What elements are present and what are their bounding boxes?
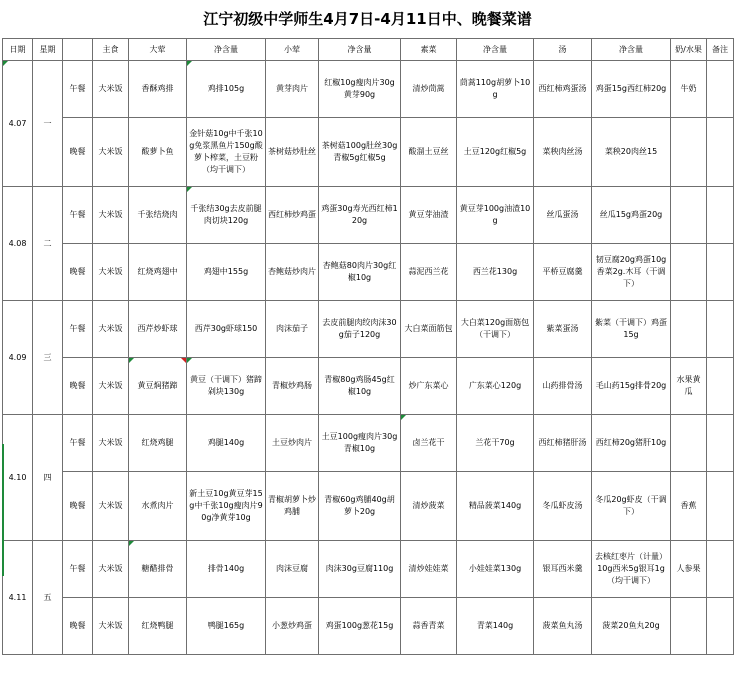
header-date: 日期 [3, 39, 33, 61]
veg-qty-cell: 精品菠菜140g [457, 472, 534, 541]
staple-cell: 大米饭 [93, 244, 129, 301]
note-cell [707, 472, 734, 541]
main-qty-cell: 鸡腿140g [187, 415, 266, 472]
milk-fruit-cell [671, 187, 707, 244]
veg-dish-cell: 清炒娃娃菜 [401, 541, 457, 598]
meal-cell: 午餐 [63, 541, 93, 598]
side-dish-cell: 杏鲍菇炒肉片 [266, 244, 319, 301]
veg-qty-cell: 茼蒿110g胡萝卜10g [457, 61, 534, 118]
milk-fruit-cell: 香蕉 [671, 472, 707, 541]
table-row [3, 118, 734, 187]
note-cell [707, 118, 734, 187]
table-row [3, 358, 734, 415]
milk-fruit-cell [671, 244, 707, 301]
soup-qty-cell: 西红柿20g猪肝10g [592, 415, 671, 472]
weekday-cell: 四 [33, 415, 63, 541]
main-dish-cell: 红烧鸡腿 [129, 415, 187, 472]
main-dish-cell: 千张结烧肉 [129, 187, 187, 244]
main-dish-cell: 黄豆焖猪蹄 [129, 358, 187, 415]
note-cell [707, 415, 734, 472]
side-dish-cell: 小葱炒鸡蛋 [266, 598, 319, 655]
soup-qty-cell: 去核红枣片（计量）10g西米5g银耳1g（均干调下） [592, 541, 671, 598]
header-veg-dish: 素菜 [401, 39, 457, 61]
header-side-qty: 净含量 [319, 39, 401, 61]
main-qty-cell: 金针菇10g中千张10g免浆黑鱼片150g酸萝卜榨菜，土豆粉（均干调下） [187, 118, 266, 187]
soup-cell: 紫菜蛋汤 [534, 301, 592, 358]
soup-qty-cell: 鸡蛋15g西红柿20g [592, 61, 671, 118]
side-dish-cell: 黄芽肉片 [266, 61, 319, 118]
page-title: 江宁初级中学师生4月7日-4月11日中、晚餐菜谱 [203, 10, 532, 28]
soup-cell: 菜秧肉丝汤 [534, 118, 592, 187]
milk-fruit-cell [671, 415, 707, 472]
meal-cell: 午餐 [63, 187, 93, 244]
soup-cell: 山药排骨汤 [534, 358, 592, 415]
main-dish-cell: 红烧鸭腿 [129, 598, 187, 655]
veg-qty-cell: 小娃娃菜130g [457, 541, 534, 598]
main-qty-cell: 排骨140g [187, 541, 266, 598]
side-qty-cell: 土豆100g瘦肉片30g青椒10g [319, 415, 401, 472]
main-qty-cell: 鸡排105g [187, 61, 266, 118]
side-dish-cell: 土豆炒肉片 [266, 415, 319, 472]
table-row [3, 244, 734, 301]
milk-fruit-cell [671, 598, 707, 655]
main-qty-cell: 鸭腿165g [187, 598, 266, 655]
soup-cell: 西红柿猪肝汤 [534, 415, 592, 472]
main-qty-cell: 黄豆（干调下）猪蹄剁块130g [187, 358, 266, 415]
note-cell [707, 187, 734, 244]
soup-qty-cell: 菜秧20肉丝15 [592, 118, 671, 187]
veg-dish-cell: 清炒菠菜 [401, 472, 457, 541]
row-marker [2, 444, 4, 576]
staple-cell: 大米饭 [93, 358, 129, 415]
weekday-cell: 五 [33, 541, 63, 655]
side-qty-cell: 茶树菇100g肚丝30g青椒5g红椒5g [319, 118, 401, 187]
meal-cell: 晚餐 [63, 358, 93, 415]
main-dish-cell: 酸萝卜鱼 [129, 118, 187, 187]
soup-qty-cell: 韧豆腐20g鸡蛋10g香菜2g.木耳（干调下） [592, 244, 671, 301]
table-row [3, 187, 734, 244]
note-cell [707, 541, 734, 598]
main-dish-cell: 香酥鸡排 [129, 61, 187, 118]
staple-cell: 大米饭 [93, 61, 129, 118]
table-row [3, 598, 734, 655]
main-qty-cell: 西芹30g虾球150 [187, 301, 266, 358]
soup-qty-cell: 冬瓜20g虾皮（干调下） [592, 472, 671, 541]
header-note: 备注 [707, 39, 734, 61]
table-row [3, 415, 734, 472]
meal-cell: 晚餐 [63, 118, 93, 187]
note-cell [707, 61, 734, 118]
veg-dish-cell: 蒜香青菜 [401, 598, 457, 655]
date-cell: 4.07 [3, 61, 33, 187]
header-veg-qty: 净含量 [457, 39, 534, 61]
milk-fruit-cell: 水果黄瓜 [671, 358, 707, 415]
soup-qty-cell: 紫菜（干调下）鸡蛋15g [592, 301, 671, 358]
meal-cell: 晚餐 [63, 598, 93, 655]
staple-cell: 大米饭 [93, 301, 129, 358]
side-dish-cell: 青椒炒鸡肠 [266, 358, 319, 415]
side-qty-cell: 青椒60g鸡脯40g胡萝卜20g [319, 472, 401, 541]
note-cell [707, 598, 734, 655]
milk-fruit-cell [671, 301, 707, 358]
soup-cell: 丝瓜蛋汤 [534, 187, 592, 244]
header-row [3, 39, 734, 61]
meal-cell: 晚餐 [63, 472, 93, 541]
staple-cell: 大米饭 [93, 541, 129, 598]
side-qty-cell: 去皮前腿肉绞肉沫30g茄子120g [319, 301, 401, 358]
soup-cell: 冬瓜虾皮汤 [534, 472, 592, 541]
main-dish-cell: 水煮肉片 [129, 472, 187, 541]
main-qty-cell: 新土豆10g黄豆芽15g中千张10g瘦肉片90g净黄芽10g [187, 472, 266, 541]
soup-qty-cell: 丝瓜15g鸡蛋20g [592, 187, 671, 244]
veg-qty-cell: 大白菜120g面筋包（干调下） [457, 301, 534, 358]
table-row [3, 472, 734, 541]
milk-fruit-cell: 牛奶 [671, 61, 707, 118]
veg-qty-cell: 土豆120g红椒5g [457, 118, 534, 187]
veg-qty-cell: 广东菜心120g [457, 358, 534, 415]
note-cell [707, 358, 734, 415]
milk-fruit-cell [671, 118, 707, 187]
veg-dish-cell: 炒广东菜心 [401, 358, 457, 415]
veg-dish-cell: 卤兰花干 [401, 415, 457, 472]
meal-cell: 午餐 [63, 415, 93, 472]
staple-cell: 大米饭 [93, 598, 129, 655]
soup-cell: 银耳西米羹 [534, 541, 592, 598]
date-cell: 4.09 [3, 301, 33, 415]
veg-dish-cell: 黄豆芽油渣 [401, 187, 457, 244]
header-staple: 主食 [93, 39, 129, 61]
side-qty-cell: 鸡蛋30g寿光西红柿120g [319, 187, 401, 244]
weekday-cell: 三 [33, 301, 63, 415]
soup-cell: 平桥豆腐羹 [534, 244, 592, 301]
meal-cell: 晚餐 [63, 244, 93, 301]
weekday-cell: 一 [33, 61, 63, 187]
note-cell [707, 301, 734, 358]
soup-cell: 菠菜鱼丸汤 [534, 598, 592, 655]
side-qty-cell: 肉沫30g豆腐110g [319, 541, 401, 598]
side-dish-cell: 茶树菇炒肚丝 [266, 118, 319, 187]
header-main-dish: 大荤 [129, 39, 187, 61]
soup-qty-cell: 菠菜20鱼丸20g [592, 598, 671, 655]
main-qty-cell: 千张结30g去皮前腿肉切块120g [187, 187, 266, 244]
table-row [3, 541, 734, 598]
side-qty-cell: 杏鲍菇80肉片30g红椒10g [319, 244, 401, 301]
weekday-cell: 二 [33, 187, 63, 301]
side-dish-cell: 青椒胡萝卜炒鸡脯 [266, 472, 319, 541]
meal-cell: 午餐 [63, 61, 93, 118]
side-qty-cell: 鸡蛋100g葱花15g [319, 598, 401, 655]
main-qty-cell: 鸡翅中155g [187, 244, 266, 301]
soup-cell: 西红柿鸡蛋汤 [534, 61, 592, 118]
header-main-qty: 净含量 [187, 39, 266, 61]
veg-qty-cell: 西兰花130g [457, 244, 534, 301]
side-qty-cell: 青椒80g鸡肠45g红椒10g [319, 358, 401, 415]
veg-qty-cell: 青菜140g [457, 598, 534, 655]
veg-qty-cell: 兰花干70g [457, 415, 534, 472]
veg-qty-cell: 黄豆芽100g油渣10g [457, 187, 534, 244]
staple-cell: 大米饭 [93, 415, 129, 472]
meal-cell: 午餐 [63, 301, 93, 358]
header-soup-qty: 净含量 [592, 39, 671, 61]
staple-cell: 大米饭 [93, 472, 129, 541]
main-dish-cell: 糖醋排骨 [129, 541, 187, 598]
header-meal [63, 39, 93, 61]
veg-dish-cell: 清炒茼蒿 [401, 61, 457, 118]
side-dish-cell: 西红柿炒鸡蛋 [266, 187, 319, 244]
date-cell: 4.08 [3, 187, 33, 301]
date-cell: 4.10 [3, 415, 33, 541]
header-side-dish: 小荤 [266, 39, 319, 61]
side-dish-cell: 肉沫茄子 [266, 301, 319, 358]
side-qty-cell: 红椒10g瘦肉片30g黄芽90g [319, 61, 401, 118]
veg-dish-cell: 蒜泥西兰花 [401, 244, 457, 301]
milk-fruit-cell: 人参果 [671, 541, 707, 598]
date-cell: 4.11 [3, 541, 33, 655]
table-row [3, 61, 734, 118]
table-row [3, 301, 734, 358]
header-milk-fruit: 奶/水果 [671, 39, 707, 61]
main-dish-cell: 红烧鸡翅中 [129, 244, 187, 301]
veg-dish-cell: 大白菜面筋包 [401, 301, 457, 358]
header-soup: 汤 [534, 39, 592, 61]
staple-cell: 大米饭 [93, 118, 129, 187]
header-weekday: 星期 [33, 39, 63, 61]
menu-table [2, 38, 734, 655]
side-dish-cell: 肉沫豆腐 [266, 541, 319, 598]
staple-cell: 大米饭 [93, 187, 129, 244]
note-cell [707, 244, 734, 301]
soup-qty-cell: 毛山药15g排骨20g [592, 358, 671, 415]
veg-dish-cell: 酸溜土豆丝 [401, 118, 457, 187]
main-dish-cell: 西芹炒虾球 [129, 301, 187, 358]
